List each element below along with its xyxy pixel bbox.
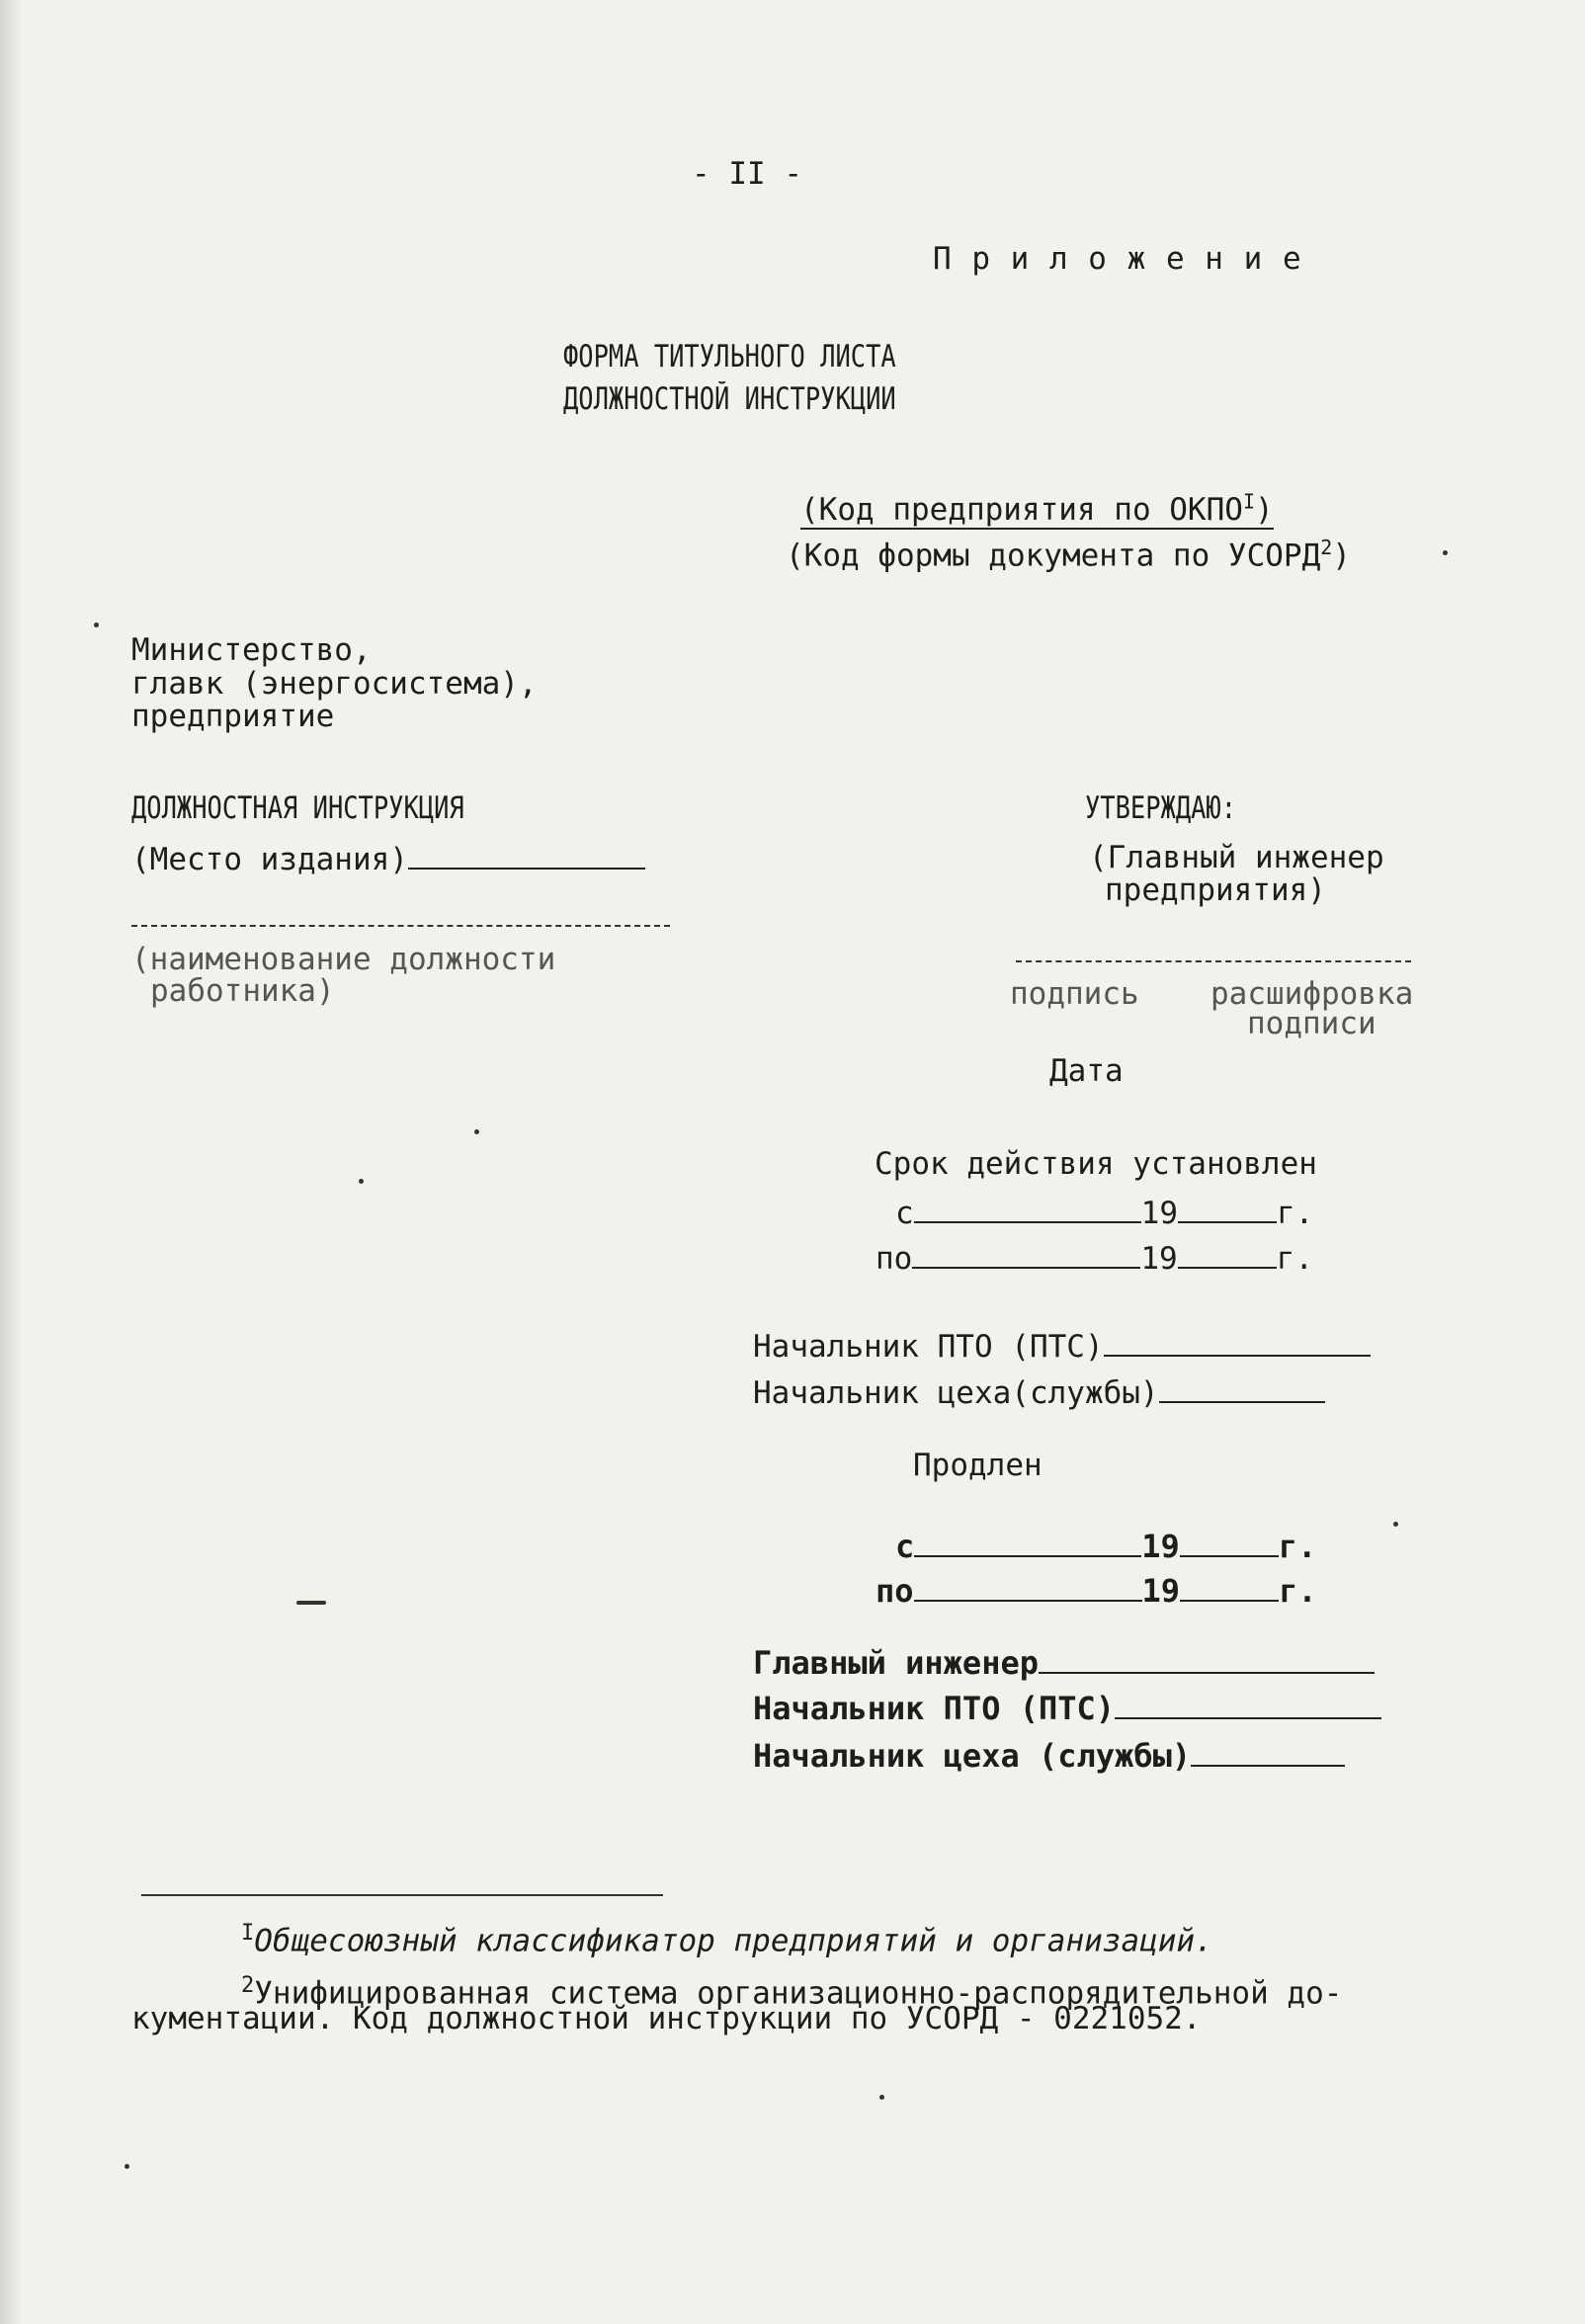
footnote-1: $^I$Общесоюзный классификатор предприятий и организаций.: [241, 1921, 1213, 1959]
signer-chief-engineer: Главный инженер: [753, 1646, 1375, 1680]
scan-mark: [296, 1601, 326, 1605]
validity-heading: Срок действия установлен: [875, 1146, 1317, 1182]
organization-department: главк (энергосистема),: [131, 666, 538, 702]
approval-signature-line: [1016, 960, 1411, 962]
approval-date-label: Дата: [1049, 1053, 1124, 1089]
position-caption-line-1: (наименование должности: [131, 942, 556, 977]
page-number: - II -: [692, 156, 802, 192]
approval-heading: УТВЕРЖДАЮ:: [1085, 790, 1237, 826]
signer-workshop-head: Начальник цеха(службы): [753, 1375, 1325, 1410]
signer-pto-head-2: Начальник ПТО (ПТС): [753, 1692, 1381, 1725]
scan-speck: [125, 2164, 129, 2169]
form-title-line-2: ДОЛЖНОСТНОЙ ИНСТРУКЦИИ: [563, 381, 896, 417]
scan-speck: [879, 2095, 884, 2100]
validity-to-row: по 19 г.: [876, 1241, 1313, 1277]
scan-speck: [474, 1129, 479, 1134]
appendix-label: П р и л о ж е н и е: [933, 241, 1302, 277]
signer-workshop-head-2: Начальник цеха (службы): [753, 1739, 1345, 1773]
footnote-2-line-1: $^2$Унифицированная система организационно-распорядительной до-: [241, 1973, 1343, 2012]
approval-role-line-1: (Главный инженер: [1089, 840, 1384, 875]
validity-from-row: с 19 г.: [895, 1196, 1314, 1231]
scan-speck: [359, 1179, 364, 1184]
scan-speck: [94, 622, 99, 627]
place-of-issue: (Место издания): [131, 842, 645, 876]
approval-role-line-2: предприятия): [1105, 872, 1326, 908]
footnote-separator: [141, 1894, 663, 1896]
enterprise-code: (Код предприятия по $ОКПО^I$): [800, 490, 1274, 529]
page-edge-shadow: [0, 0, 22, 2324]
signature-caption: подпись: [1010, 976, 1139, 1012]
instruction-heading: ДОЛЖНОСТНАЯ ИНСТРУКЦИЯ: [131, 790, 464, 826]
signature-decode-caption-line-2: подписи: [1247, 1006, 1376, 1041]
signature-decode-caption-line-1: расшифровка: [1210, 976, 1414, 1012]
position-caption-line-2: работника): [150, 973, 335, 1009]
organization-enterprise: предприятие: [131, 699, 335, 734]
signer-pto-head: Начальник ПТО (ПТС): [753, 1329, 1371, 1364]
scan-speck: [1443, 550, 1448, 555]
extension-heading: Продлен: [913, 1448, 1043, 1483]
place-of-issue-line: [408, 842, 645, 870]
footnote-2-line-2: кументации. Код должностной инструкции по УСОРД - 0221052.: [131, 2001, 1202, 2036]
position-name-line: [131, 925, 670, 927]
scan-speck: [1393, 1522, 1398, 1527]
organization-ministry: Министерство,: [131, 632, 372, 668]
extension-from-row: с 19 г.: [895, 1528, 1317, 1565]
extension-to-row: по 19 г.: [876, 1572, 1317, 1610]
form-title-line-1: ФОРМА ТИТУЛЬНОГО ЛИСТА: [563, 339, 896, 374]
document-form-code: (Код формы документа по УСОРД$^2$): [786, 536, 1351, 574]
